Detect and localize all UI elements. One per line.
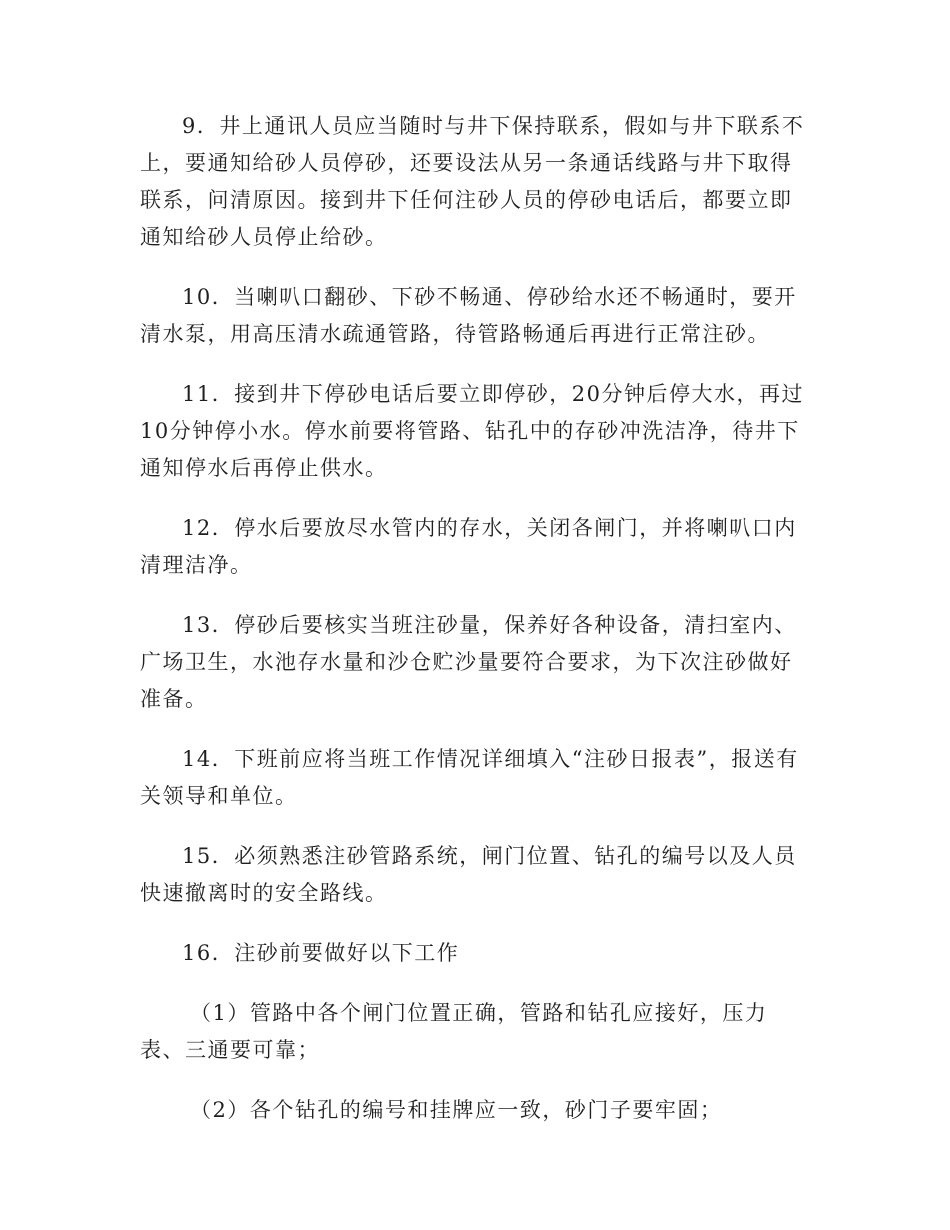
paragraph-item-9: 9．井上通讯人员应当随时与井下保持联系，假如与井下联系不上，要通知给砂人员停砂，还要设法从另一条通话线路与井下取得联系，问清原因。接到井下任何注砂人员的停砂电话后，都要立即通知给砂人员停止给砂。 (140, 114, 805, 249)
paragraph-item-11: 11．接到井下停砂电话后要立即停砂，20分钟后停大水，再过10分钟停小水。停水前要将管路、钻孔中的存砂冲洗洁净，待井下通知停水后再停止供水。 (140, 382, 804, 480)
paragraph-item-13: 13．停砂后要核实当班注砂量，保养好各种设备，清扫室内、广场卫生，水池存水量和沙仓贮沙量要符合要求，为下次注砂做好准备。 (140, 613, 797, 711)
paragraph-item-10: 10．当喇叭口翻砂、下砂不畅通、停砂给水还不畅通时，要开清水泵，用高压清水疏通管路，待管路畅通后再进行正常注砂。 (140, 285, 797, 346)
paragraph-item-12: 12．停水后要放尽水管内的存水，关闭各闸门，并将喇叭口内清理洁净。 (140, 516, 797, 577)
sub-item-2: （2）各个钻孔的编号和挂牌应一致，砂门子要牢固； (190, 1098, 723, 1122)
document-body (140, 108, 812, 1152)
paragraph-item-14: 14．下班前应将当班工作情况详细填入“注砂日报表”，报送有关领导和单位。 (140, 747, 799, 808)
paragraph-item-16: 16．注砂前要做好以下工作 (182, 941, 460, 965)
sub-item-1: （1）管路中各个闸门位置正确，管路和钻孔应接好，压力表、三通要可靠； (140, 1001, 768, 1062)
paragraph-item-15: 15．必须熟悉注砂管路系统，闸门位置、钻孔的编号以及人员快速撤离时的安全路线。 (140, 844, 797, 905)
